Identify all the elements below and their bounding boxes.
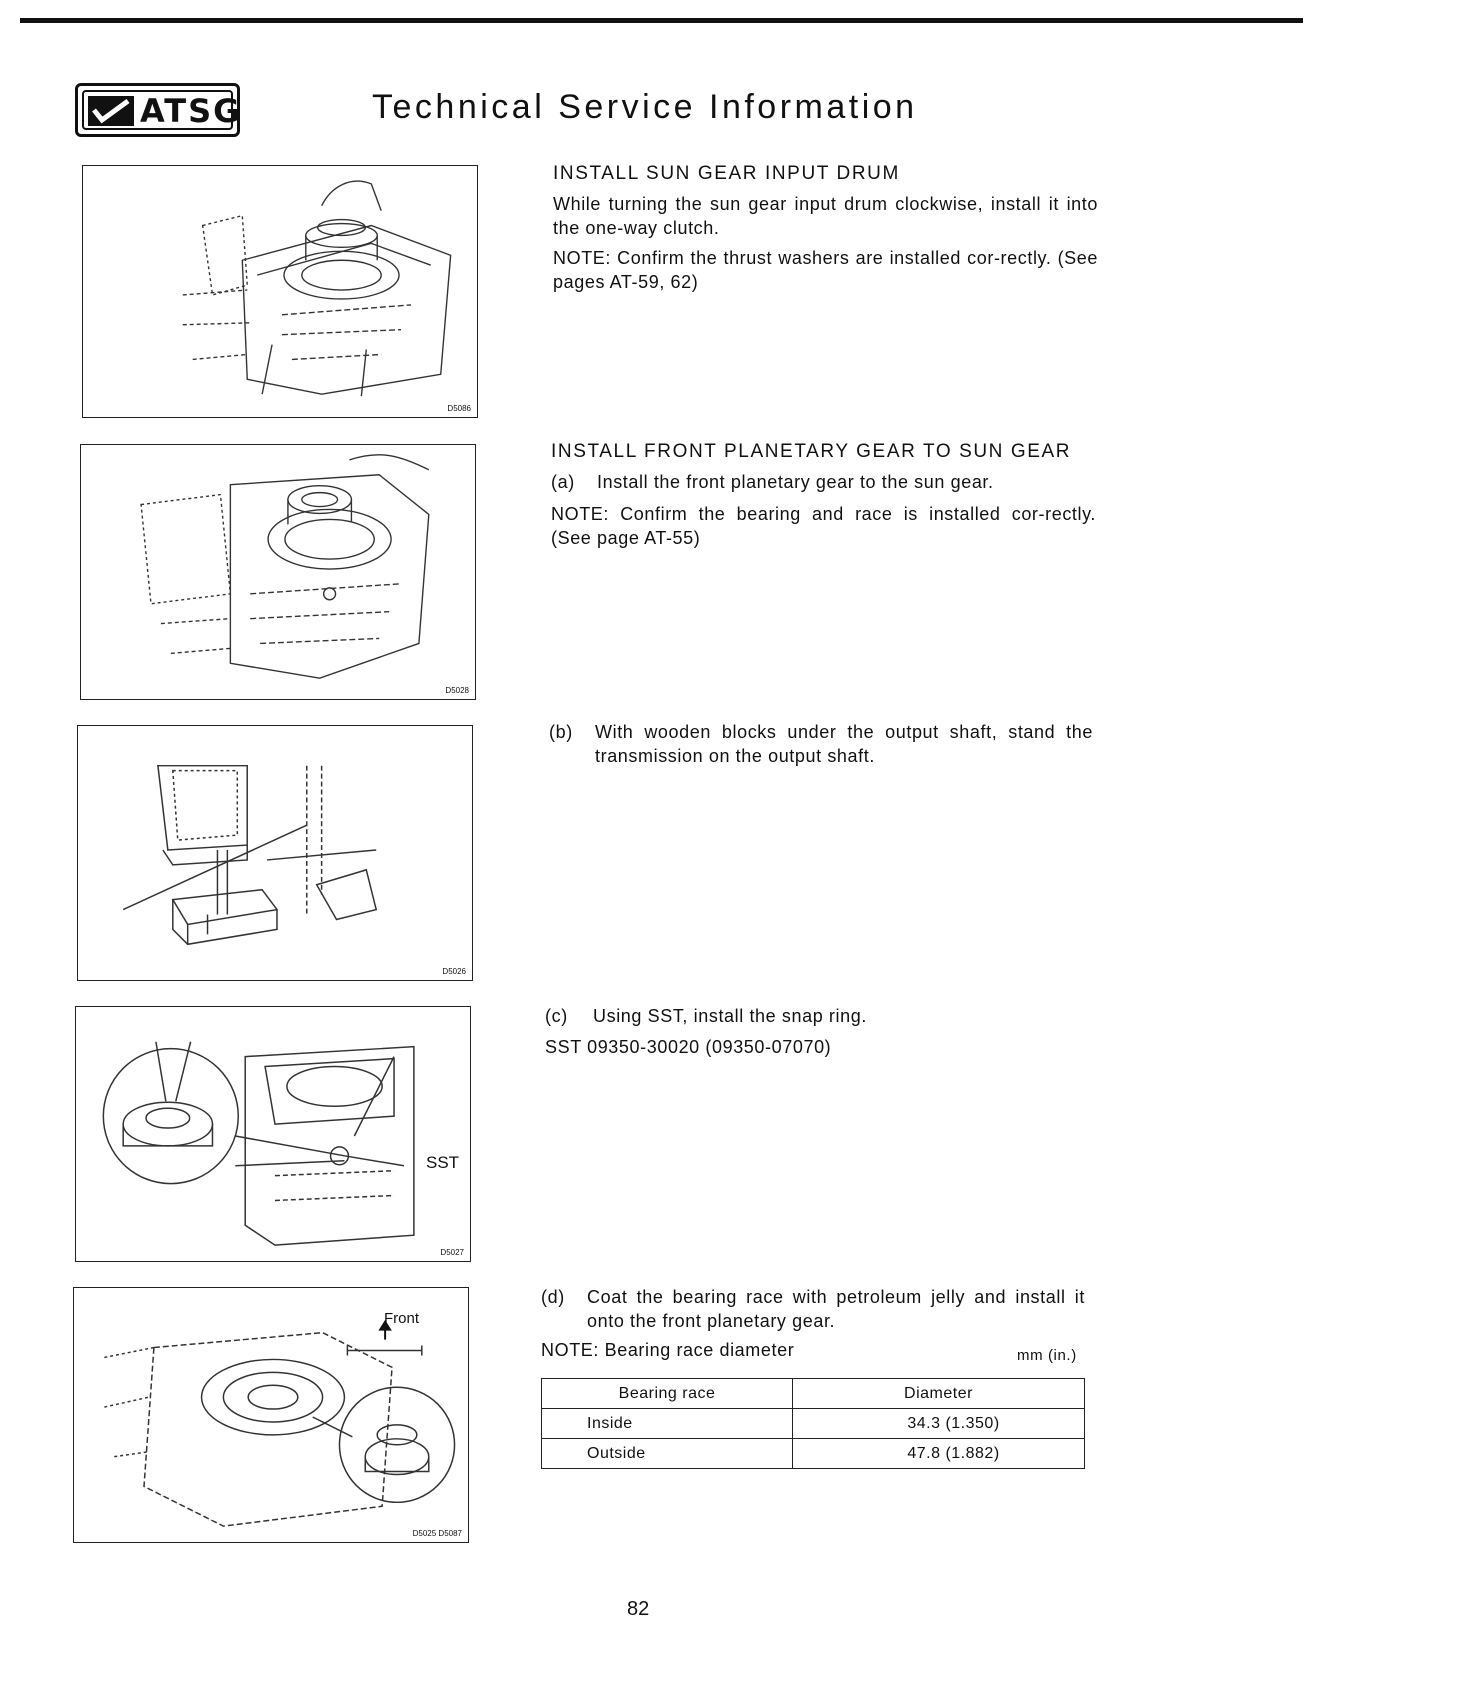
- step-label: (d): [541, 1287, 565, 1307]
- table-cell: Inside: [542, 1409, 793, 1439]
- section-heading-front-planetary: INSTALL FRONT PLANETARY GEAR TO SUN GEAR: [551, 441, 1072, 462]
- table-header-cell: Diameter: [793, 1379, 1085, 1409]
- figure-front-planetary: [80, 444, 476, 700]
- table-header-cell: Bearing race: [542, 1379, 793, 1409]
- figure-wooden-blocks: [77, 725, 473, 981]
- step-text: Install the front planetary gear to the sun gear.: [597, 472, 994, 492]
- table-cell: 47.8 (1.882): [793, 1439, 1085, 1469]
- figure-code: D5028: [445, 686, 469, 695]
- note-bearing-race-diameter: NOTE: Bearing race diameter: [541, 1340, 795, 1360]
- figure-code: D5026: [442, 967, 466, 976]
- step-label: (a): [551, 472, 575, 492]
- top-rule: [20, 18, 1303, 23]
- note-thrust-washers: NOTE: Confirm the thrust washers are installed cor-rectly. (See pages AT-59, 62): [553, 248, 1098, 292]
- section-heading-sun-gear: INSTALL SUN GEAR INPUT DRUM: [553, 163, 900, 184]
- front-direction-label: Front: [384, 1310, 420, 1327]
- sst-callout-label: SST: [426, 1153, 460, 1172]
- figure-code: D5086: [447, 404, 471, 413]
- step-text: With wooden blocks under the output shaft, stand the transmission on the output shaft.: [595, 722, 1093, 766]
- step-label: (b): [549, 722, 573, 742]
- step-text: Using SST, install the snap ring.: [593, 1006, 867, 1026]
- note-bearing-race: NOTE: Confirm the bearing and race is installed cor-rectly. (See page AT-55): [551, 504, 1096, 548]
- checkmark-icon: [88, 96, 134, 126]
- transmission-drawing-4: [76, 1007, 470, 1261]
- transmission-drawing-3: [78, 726, 472, 980]
- step-c: [545, 1004, 1085, 1028]
- page-title: Technical Service Information: [372, 88, 918, 126]
- paragraph-install-drum: While turning the sun gear input drum clockwise, install it into the one-way clutch.: [553, 194, 1098, 238]
- figure-sun-gear-drum: [82, 165, 478, 418]
- table-cell: 34.3 (1.350): [793, 1409, 1085, 1439]
- figure-snap-ring: [75, 1006, 471, 1262]
- figure-code: D5027: [440, 1248, 464, 1257]
- logo-text: ATSG: [140, 92, 242, 130]
- transmission-drawing-2: [81, 445, 475, 699]
- sst-part-number: SST 09350-30020 (09350-07070): [545, 1037, 832, 1057]
- transmission-drawing-1: [83, 166, 477, 417]
- step-text: Coat the bearing race with petroleum jelly and install it onto the front planetary gear.: [587, 1287, 1085, 1331]
- table-row: [542, 1439, 1085, 1469]
- figure-bearing-race: [73, 1287, 469, 1543]
- step-d: [541, 1285, 1085, 1335]
- table-cell: Outside: [542, 1439, 793, 1469]
- page-number: 82: [627, 1598, 650, 1620]
- figure-code: D5025 D5087: [412, 1529, 462, 1538]
- step-label: (c): [545, 1006, 568, 1026]
- bearing-race-table: [541, 1378, 1085, 1469]
- atsg-logo: [75, 83, 240, 137]
- table-row: [542, 1409, 1085, 1439]
- unit-label: mm (in.): [1017, 1347, 1077, 1364]
- step-a: [551, 470, 1096, 494]
- step-b: [549, 720, 1093, 770]
- table-header-row: [542, 1379, 1085, 1409]
